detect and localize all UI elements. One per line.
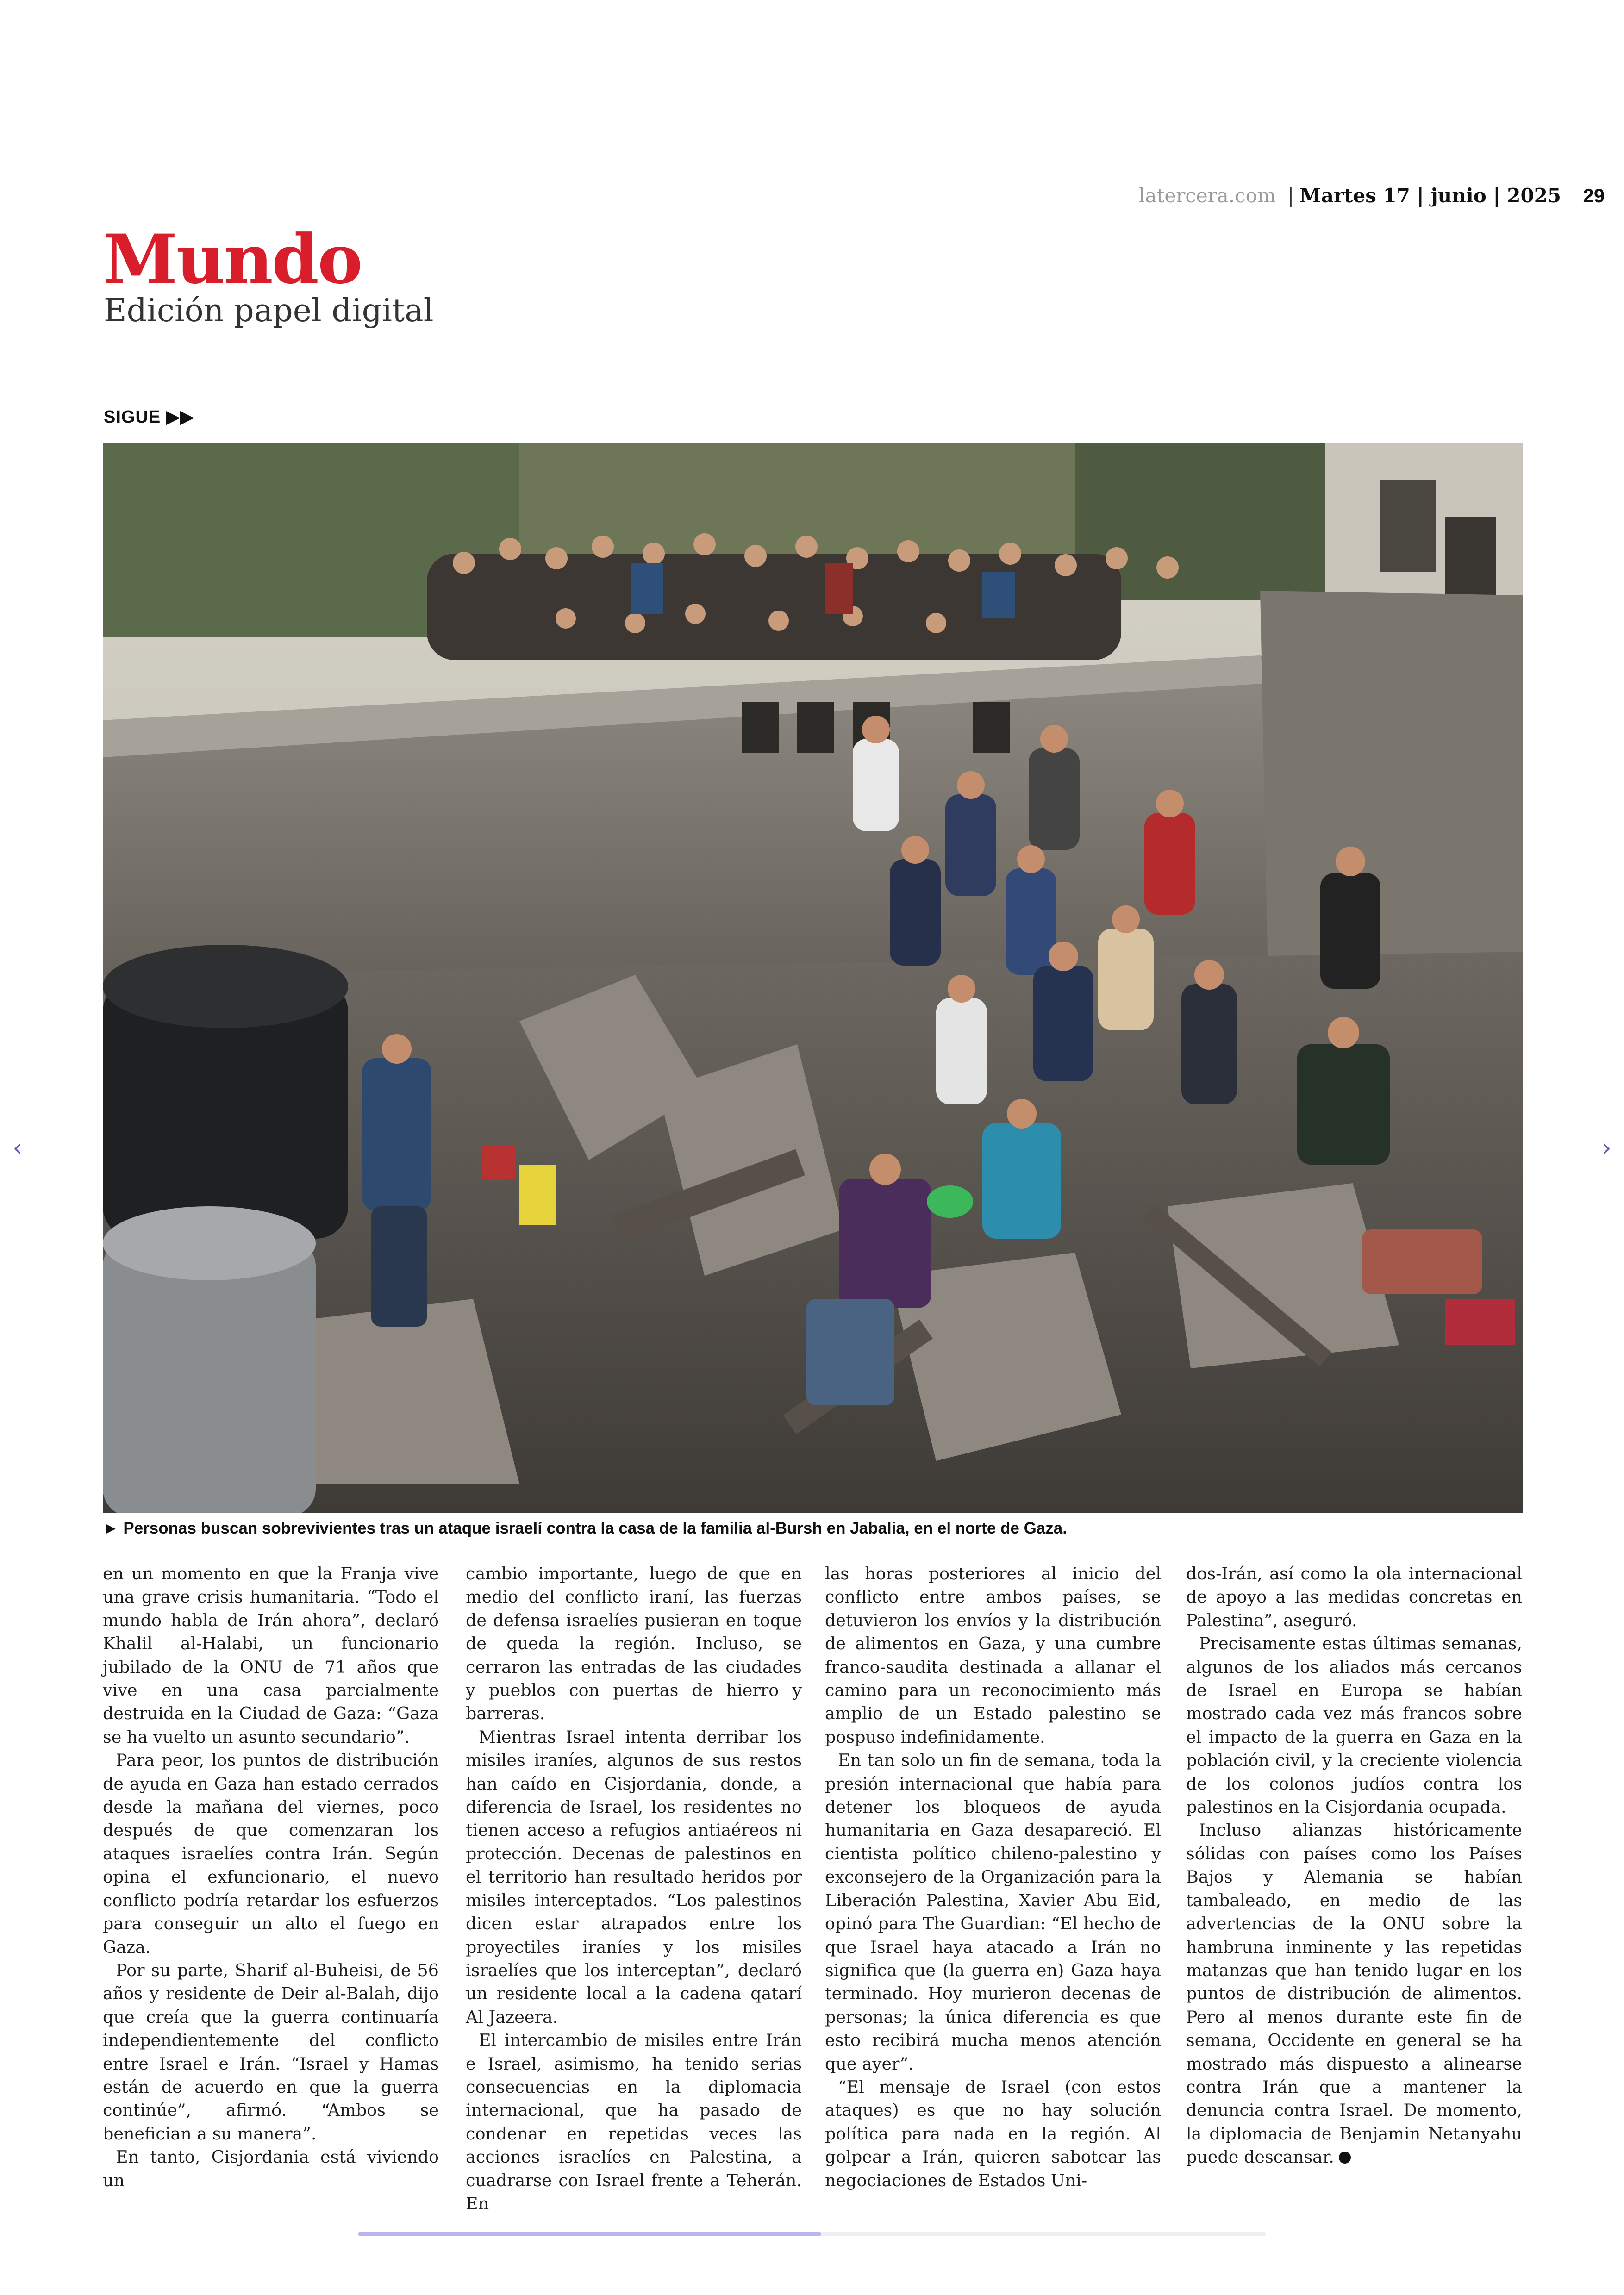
paragraph: Precisamente estas últimas semanas, algunos de los aliados más cercanos de Israel en Europa se habían mostrado cada vez más francos sobre el impacto de la guerra en Gaza en la población civil, y la creciente violencia de los colonos judíos contra los palestinos en la Cisjordania ocupada. xyxy=(1186,1634,1522,1817)
issue-date: Martes 17 | junio | 2025 xyxy=(1299,184,1562,207)
previous-page-button[interactable] xyxy=(4,1129,31,1166)
article-column-4 xyxy=(1186,1562,1522,2169)
end-of-article-icon xyxy=(1339,2152,1351,2164)
section-title: Mundo xyxy=(103,220,362,299)
paragraph-text: Incluso alianzas históricamente sólidas con países como los Países Bajos y Alemania se habían tambaleado, en medio de las advertencias de la ONU sobre la hambruna inminente y las repetidas matanzas que han tenido lugar en los puntos de distribución de alimentos. Pero al menos durante este fin de semana, Occidente en general se ha mostrado más dispuesto a alinearse contra Irán que a mantener la denuncia contra Israel. De momento, la diplomacia de Benjamin Netanyahu puede descansar. xyxy=(1186,1820,1522,2167)
article-column-1 xyxy=(103,1562,439,2192)
reading-progress-bar[interactable] xyxy=(358,2232,1266,2236)
paragraph: Por su parte, Sharif al-Buheisi, de 56 años y residente de Deir al-Balah, dijo que creía que la guerra continuaría independientemente del conflicto entre Israel e Irán. “Israel y Hamas están de acuerdo en que la guerra continúe”, afirmó. “Ambos se benefician a su manera”. xyxy=(103,1960,439,2144)
site-name[interactable]: latercera.com xyxy=(1139,184,1276,207)
paragraph: Mientras Israel intenta derribar los misiles iraníes, algunos de sus restos han caído en Cisjordania, donde, a diferencia de Israel, los residentes no tienen acceso a refugios antiaéreos ni protección. Decenas de palestinos en el territorio han resultado heridos por misiles interceptados. “Los palestinos dicen estar atrapados entre los proyectiles iraníes y los misiles israelíes que los interceptan”, declaró un residente local a la cadena qatarí Al Jazeera. xyxy=(466,1727,802,2027)
paragraph: Para peor, los puntos de distribución de ayuda en Gaza han estado cerrados desde la mañana del viernes, poco después de que comenzaran los ataques israelíes contra Irán. Según opina el exfuncionario, el nuevo conflicto podría retardar los esfuerzos para conseguir un alto el fuego en Gaza. xyxy=(103,1750,439,1957)
chevron-left-icon: ‹ xyxy=(12,1133,23,1162)
paragraph: El intercambio de misiles entre Irán e Israel, asimismo, ha tenido serias consecuencias en la diplomacia internacional, que ha pasado de condenar en repetidas veces las acciones israelíes en Palestina, a cuadrarse con Israel frente a Teherán. En xyxy=(466,2030,802,2214)
paragraph: las horas posteriores al inicio del conflicto entre ambos países, se detuvieron los envíos y la distribución de alimentos en Gaza, y una cumbre franco-saudita destinada a allanar el camino para un reconocimiento más amplio de un Estado palestino se pospuso indefinidamente. xyxy=(825,1564,1161,1747)
page-number: 29 xyxy=(1583,185,1605,206)
paragraph: En tan solo un fin de semana, toda la presión internacional que había para detener los bloqueos de ayuda humanitaria en Gaza desapareció. El cientista político chileno-palestino y exconsejero de la Organización para la Liberación Palestina, Xavier Abu Eid, opinó para The Guardian: “El hecho de que Israel haya atacado a Irán no significa que (la guerra en) Gaza haya terminado. Hoy murieron decenas de personas; la única diferencia es que esto recibirá mucha menos atención que ayer”. xyxy=(825,1750,1161,2074)
section-subtitle: Edición papel digital xyxy=(104,293,434,329)
reading-progress-fill xyxy=(358,2232,821,2236)
article-column-3 xyxy=(825,1562,1161,2192)
news-photo xyxy=(103,443,1523,1513)
paragraph: dos-Irán, así como la ola internacional de apoyo a las medidas concretas en Palestina”, aseguró. xyxy=(1186,1564,1522,1630)
paragraph: En tanto, Cisjordania está viviendo un xyxy=(103,2147,439,2190)
page-header xyxy=(1139,184,1605,212)
continued-label: SIGUE ▶▶ xyxy=(104,407,194,427)
paragraph xyxy=(1186,1819,1522,2169)
article-column-2 xyxy=(466,1562,802,2215)
paragraph: cambio importante, luego de que en medio del conflicto iraní, las fuerzas de defensa israelíes pusieran en toque de queda la región. Incluso, se cerraron las entradas de las ciudades y pueblos con puertas de hierro y barreras. xyxy=(466,1564,802,1724)
header-separator: | xyxy=(1287,184,1294,207)
next-page-button[interactable] xyxy=(1593,1129,1620,1166)
chevron-right-icon: › xyxy=(1601,1133,1612,1162)
paragraph: “El mensaje de Israel (con estos ataques) es que no hay solución política para nada en la región. Al golpear a Irán, quieren sabotear las negociaciones de Estados Uni- xyxy=(825,2077,1161,2190)
photo-caption: ► Personas buscan sobrevivientes tras un ataque israelí contra la casa de la familia al-Bursh en Jabalia, en el norte de Gaza. xyxy=(103,1519,1067,1537)
paragraph: en un momento en que la Franja vive una grave crisis humanitaria. “Todo el mundo habla de Irán ahora”, declaró Khalil al-Halabi, un funcionario jubilado de la ONU de 71 años que vive en una casa parcialmente destruida en la Ciudad de Gaza: “Gaza se ha vuelto un asunto secundario”. xyxy=(103,1564,439,1747)
